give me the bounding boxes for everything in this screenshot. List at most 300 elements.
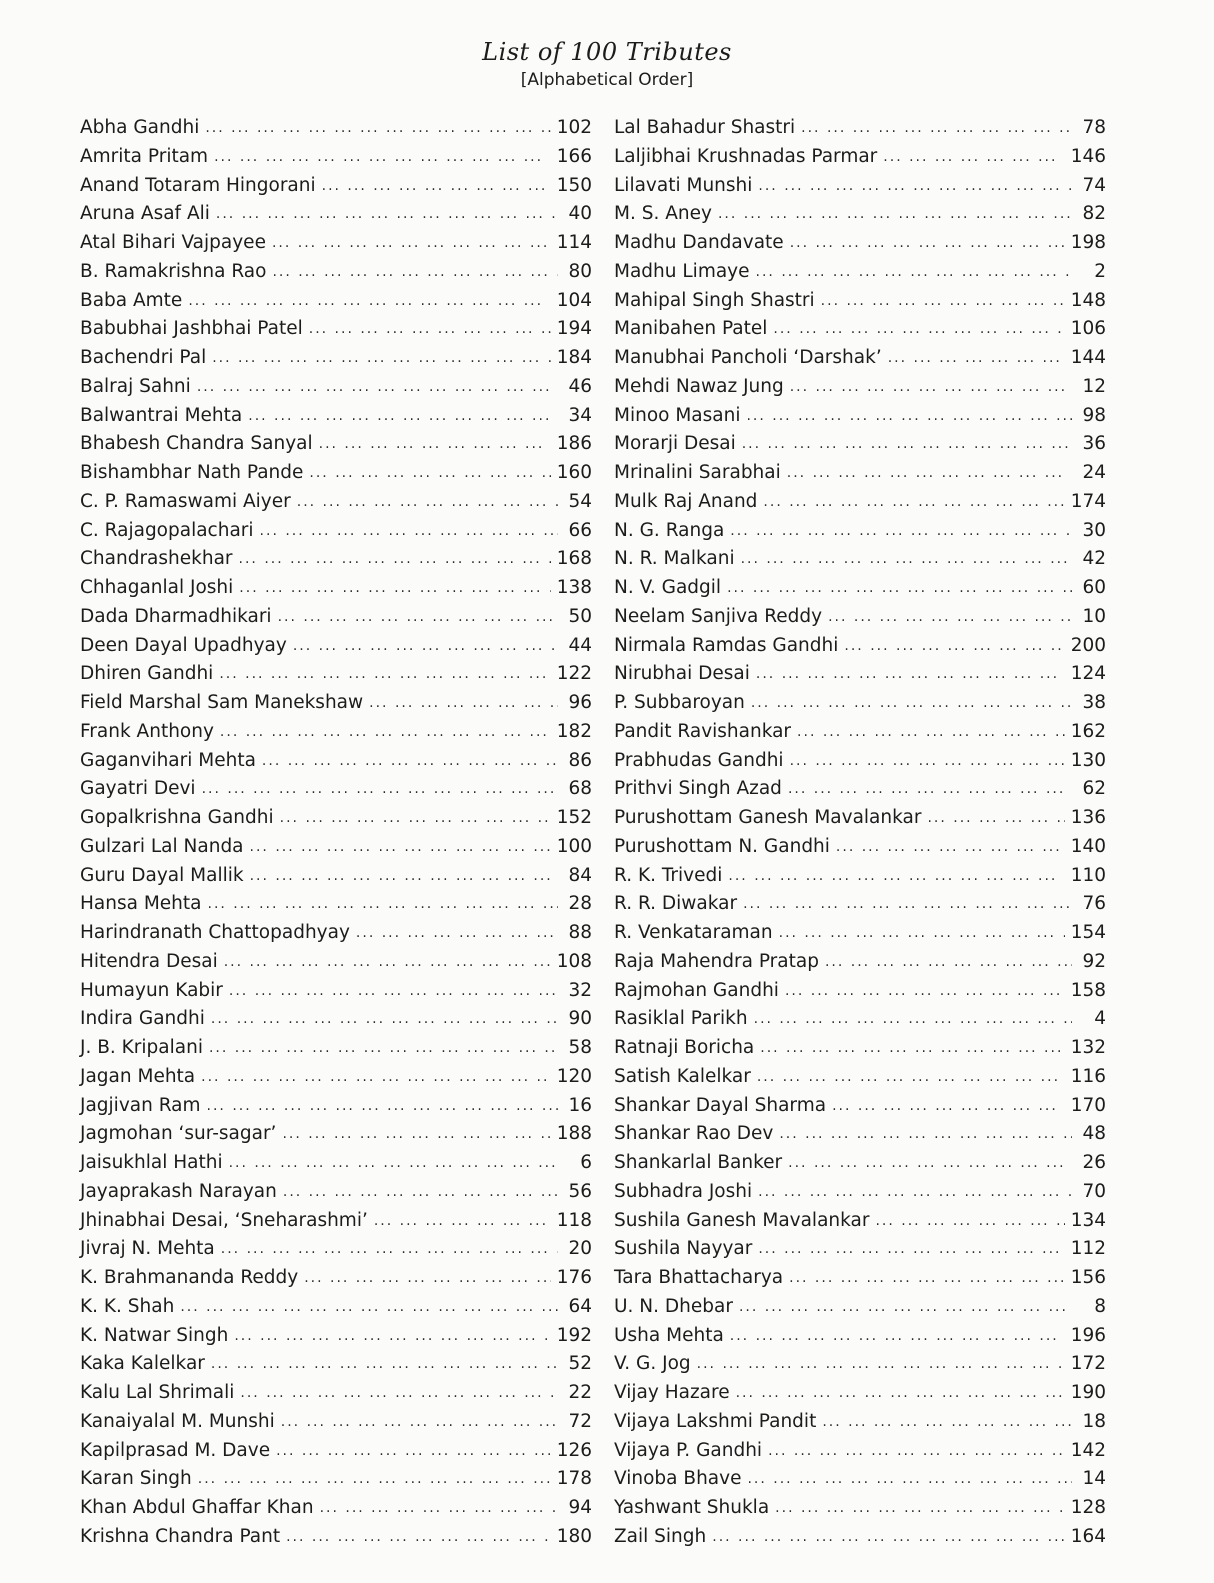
page-subtitle: [Alphabetical Order] <box>520 70 694 90</box>
tribute-name: C. P. Ramaswami Aiyer <box>80 490 291 512</box>
tribute-entry <box>614 344 1106 373</box>
page-number: 42 <box>1082 548 1106 570</box>
page-number: 48 <box>1082 1123 1106 1145</box>
tribute-name: Field Marshal Sam Manekshaw <box>80 692 364 713</box>
tribute-entry <box>614 574 1106 603</box>
tribute-entry <box>80 1063 592 1092</box>
dot-leader <box>822 1408 1072 1437</box>
tribute-entry <box>614 948 1106 977</box>
dot-leader <box>741 545 1072 574</box>
tribute-name: Sushila Ganesh Mavalankar <box>614 1209 870 1231</box>
tribute-name: Jagjivan Ram <box>80 1094 201 1116</box>
tribute-name: Gopalkrishna Gandhi <box>80 807 274 828</box>
tribute-entry <box>614 1350 1106 1379</box>
dot-leader <box>754 1005 1072 1034</box>
page-number: 194 <box>556 318 592 340</box>
tribute-entry <box>614 1293 1106 1322</box>
tribute-entry <box>80 1350 592 1379</box>
page-number: 60 <box>1082 577 1106 598</box>
tribute-entry <box>614 833 1106 862</box>
tribute-entry <box>80 229 592 258</box>
page-number: 176 <box>556 1267 592 1288</box>
page-number: 96 <box>568 692 592 713</box>
dot-leader <box>239 574 550 603</box>
page-number: 40 <box>568 203 592 225</box>
dot-leader <box>272 258 558 287</box>
dot-leader <box>883 143 1064 172</box>
tribute-entry <box>80 545 592 574</box>
page-number: 56 <box>568 1180 592 1202</box>
tribute-name: Hansa Mehta <box>80 893 202 915</box>
dot-leader <box>319 430 551 459</box>
page-number: 110 <box>1070 864 1106 886</box>
dot-leader <box>320 1494 558 1523</box>
tribute-name: R. R. Diwakar <box>614 893 738 915</box>
tribute-name: M. S. Aney <box>614 203 712 225</box>
tribute-name: Anand Totaram Hingorani <box>80 174 316 196</box>
page-number: 80 <box>568 260 592 282</box>
tribute-entry <box>614 1264 1106 1293</box>
dot-leader <box>240 1379 558 1408</box>
tribute-name: K. K. Shah <box>80 1295 175 1317</box>
dot-leader <box>718 200 1072 229</box>
dot-leader <box>747 1465 1072 1494</box>
page-number: 88 <box>568 922 592 943</box>
page-number: 116 <box>1070 1065 1106 1087</box>
tribute-name: Mehdi Nawaz Jung <box>614 375 784 397</box>
tribute-name: Baba Amte <box>80 289 183 311</box>
dot-leader <box>260 517 558 546</box>
tribute-entry <box>614 1465 1106 1494</box>
tribute-name: P. Subbaroyan <box>614 692 745 713</box>
page-number: 58 <box>568 1037 592 1058</box>
tribute-entry <box>614 143 1106 172</box>
tribute-entry <box>614 1235 1106 1264</box>
tribute-entry <box>80 747 592 776</box>
tribute-name: Amrita Pritam <box>80 145 209 167</box>
page-number: 20 <box>568 1238 592 1260</box>
page-number: 158 <box>1070 979 1106 1001</box>
tribute-entry <box>614 1494 1106 1523</box>
tribute-entry <box>80 1149 592 1178</box>
tribute-entry <box>614 517 1106 546</box>
dot-leader <box>219 660 550 689</box>
dot-leader <box>216 200 558 229</box>
tribute-name: Purushottam Ganesh Mavalankar <box>614 807 922 828</box>
left-column <box>80 114 592 1552</box>
tribute-entry <box>614 919 1106 948</box>
tribute-entry <box>614 1322 1106 1351</box>
tribute-entry <box>614 287 1106 316</box>
tribute-name: Chhaganlal Joshi <box>80 577 234 598</box>
tribute-entry <box>614 1120 1106 1149</box>
tribute-name: Sushila Nayyar <box>614 1238 753 1260</box>
tribute-entry <box>614 1408 1106 1437</box>
page-number: 52 <box>568 1353 592 1375</box>
page-number: 124 <box>1070 663 1106 685</box>
dot-leader <box>286 1523 551 1552</box>
dot-leader <box>790 747 1065 776</box>
tribute-entry <box>614 488 1106 517</box>
page-number: 64 <box>568 1295 592 1317</box>
tribute-entry <box>614 632 1106 661</box>
tribute-entry <box>80 517 592 546</box>
tribute-name: Deen Dayal Upadhyay <box>80 634 287 656</box>
dot-leader <box>188 287 550 316</box>
page-number: 196 <box>1070 1324 1106 1346</box>
page-number: 184 <box>556 347 592 368</box>
dot-leader <box>821 287 1065 316</box>
tribute-entry <box>614 660 1106 689</box>
tribute-entry <box>80 1235 592 1264</box>
tribute-name: Dada Dharmadhikari <box>80 605 272 627</box>
tribute-name: Purushottam N. Gandhi <box>614 835 830 857</box>
page-number: 156 <box>1070 1267 1106 1288</box>
page-number: 170 <box>1070 1094 1106 1116</box>
tribute-entry <box>80 402 592 431</box>
page-number: 108 <box>556 950 592 972</box>
page-number: 166 <box>556 145 592 167</box>
dot-leader <box>197 373 558 402</box>
dot-leader <box>212 344 550 373</box>
tribute-name: Shankar Dayal Sharma <box>614 1094 827 1116</box>
tribute-name: U. N. Dhebar <box>614 1295 733 1317</box>
tribute-name: Karan Singh <box>80 1468 192 1490</box>
page-number: 2 <box>1094 260 1106 282</box>
tribute-name: Gaganvihari Mehta <box>80 749 256 771</box>
page-number: 100 <box>556 835 592 857</box>
tribute-entry <box>614 1092 1106 1121</box>
dot-leader <box>756 258 1072 287</box>
dot-leader <box>209 1034 558 1063</box>
dot-leader <box>208 890 559 919</box>
tribute-name: Pandit Ravishankar <box>614 720 792 742</box>
tribute-entry <box>80 1523 592 1552</box>
tribute-entry <box>614 114 1106 143</box>
tribute-name: Indira Gandhi <box>80 1008 205 1030</box>
tribute-entry <box>614 229 1106 258</box>
dot-leader <box>239 545 551 574</box>
tribute-name: Jhinabhai Desai, ‘Sneharashmi’ <box>80 1209 368 1231</box>
tribute-name: Minoo Masani <box>614 404 741 426</box>
tribute-name: Kapilprasad M. Dave <box>80 1439 271 1461</box>
tribute-name: Prabhudas Gandhi <box>614 749 784 771</box>
page-number: 18 <box>1082 1410 1106 1432</box>
tribute-entry <box>614 603 1106 632</box>
dot-leader <box>280 804 551 833</box>
dot-leader <box>788 775 1072 804</box>
dot-leader <box>214 143 551 172</box>
tribute-name: Bachendri Pal <box>80 347 207 368</box>
tribute-name: Rajmohan Gandhi <box>614 979 779 1001</box>
dot-leader <box>758 1235 1064 1264</box>
dot-leader <box>875 1207 1064 1236</box>
tribute-name: Krishna Chandra Pant <box>80 1525 281 1547</box>
page-number: 134 <box>1070 1209 1106 1231</box>
page-number: 118 <box>556 1209 592 1231</box>
page-number: 168 <box>556 548 592 570</box>
tribute-entry <box>80 632 592 661</box>
tribute-name: Hitendra Desai <box>80 950 218 972</box>
tribute-name: Ratnaji Boricha <box>614 1037 755 1058</box>
tribute-name: Jagmohan ‘sur-sagar’ <box>80 1123 277 1145</box>
page-number: 36 <box>1082 433 1106 455</box>
dot-leader <box>746 402 1072 431</box>
tribute-entry <box>80 373 592 402</box>
tribute-entry <box>80 1437 592 1466</box>
dot-leader <box>763 488 1064 517</box>
tribute-name: Tara Bhattacharya <box>614 1267 784 1288</box>
page-number: 72 <box>568 1410 592 1432</box>
dot-leader <box>773 315 1064 344</box>
tribute-name: Raja Mahendra Pratap <box>614 950 819 972</box>
tribute-entry <box>80 862 592 891</box>
tribute-name: Manibahen Patel <box>614 318 768 340</box>
tribute-entry <box>614 775 1106 804</box>
page-number: 186 <box>556 433 592 455</box>
dot-leader <box>758 172 1072 201</box>
tribute-entry <box>80 1408 592 1437</box>
tribute-entry <box>80 919 592 948</box>
page-number: 74 <box>1082 174 1106 196</box>
page-number: 120 <box>556 1065 592 1087</box>
tribute-name: Zail Singh <box>614 1525 707 1547</box>
tribute-name: Atal Bihari Vajpayee <box>80 232 266 253</box>
dot-leader <box>790 229 1065 258</box>
tribute-entry <box>80 1465 592 1494</box>
tribute-name: Lilavati Munshi <box>614 174 753 196</box>
dot-leader <box>736 1379 1065 1408</box>
tribute-name: Shankar Rao Dev <box>614 1123 774 1145</box>
dot-leader <box>211 1350 558 1379</box>
tribute-entry <box>80 344 592 373</box>
tribute-name: Balwantrai Mehta <box>80 404 243 426</box>
tribute-name: Rasiklal Parikh <box>614 1008 748 1030</box>
tribute-entry <box>80 1379 592 1408</box>
page-number: 62 <box>1082 778 1106 800</box>
tribute-entry <box>80 488 592 517</box>
tribute-name: Kanaiyalal M. Munshi <box>80 1410 275 1432</box>
page-number: 16 <box>568 1094 592 1116</box>
page-number: 30 <box>1082 519 1106 541</box>
page-number: 130 <box>1070 749 1106 771</box>
tribute-entry <box>614 1149 1106 1178</box>
dot-leader <box>797 718 1065 747</box>
page-number: 66 <box>568 519 592 541</box>
dot-leader <box>730 1322 1065 1351</box>
tribute-name: Jagan Mehta <box>80 1065 196 1087</box>
page-number: 152 <box>556 807 592 828</box>
dot-leader <box>220 718 551 747</box>
tribute-entry <box>614 862 1106 891</box>
dot-leader <box>743 890 1072 919</box>
dot-leader <box>790 373 1072 402</box>
page-number: 46 <box>568 375 592 397</box>
tribute-name: Gayatri Devi <box>80 778 196 800</box>
dot-leader <box>785 977 1065 1006</box>
page-number: 84 <box>568 864 592 886</box>
tribute-entry <box>80 833 592 862</box>
tribute-name: Madhu Limaye <box>614 260 750 282</box>
tribute-entry <box>80 200 592 229</box>
page-number: 26 <box>1082 1152 1106 1173</box>
tribute-entry <box>614 430 1106 459</box>
tribute-name: Harindranath Chattopadhyay <box>80 922 350 943</box>
page-number: 162 <box>1070 720 1106 742</box>
dot-leader <box>697 1350 1065 1379</box>
dot-leader <box>229 1149 558 1178</box>
tribute-entry <box>614 747 1106 776</box>
tribute-name: Bhabesh Chandra Sanyal <box>80 433 313 455</box>
dot-leader <box>272 229 551 258</box>
tribute-name: Balraj Sahni <box>80 375 191 397</box>
dot-leader <box>180 1293 558 1322</box>
tribute-entry <box>614 1207 1106 1236</box>
tribute-entry <box>80 143 592 172</box>
page-number: 78 <box>1082 117 1106 138</box>
tribute-name: Humayun Kabir <box>80 979 223 1001</box>
page-number: 32 <box>568 979 592 1001</box>
tribute-name: Mrinalini Sarabhai <box>614 462 781 483</box>
tribute-entry <box>80 1494 592 1523</box>
tribute-entry <box>614 890 1106 919</box>
page-number: 82 <box>1082 203 1106 225</box>
dot-leader <box>730 517 1072 546</box>
tribute-entry <box>80 1264 592 1293</box>
page-number: 140 <box>1070 835 1106 857</box>
tribute-entry <box>80 258 592 287</box>
tribute-name: Laljibhai Krushnadas Parmar <box>614 145 878 167</box>
page-number: 8 <box>1094 1295 1106 1317</box>
tribute-name: Kalu Lal Shrimali <box>80 1382 235 1403</box>
dot-leader <box>757 1063 1065 1092</box>
dot-leader <box>751 689 1072 718</box>
dot-leader <box>775 1494 1065 1523</box>
tribute-entry <box>80 315 592 344</box>
tribute-entry <box>614 1005 1106 1034</box>
tribute-name: Jivraj N. Mehta <box>80 1238 215 1260</box>
tribute-name: Babubhai Jashbhai Patel <box>80 318 303 340</box>
dot-leader <box>727 574 1072 603</box>
tribute-entry <box>614 718 1106 747</box>
tribute-name: J. B. Kripalani <box>80 1037 203 1058</box>
dot-leader <box>828 603 1072 632</box>
dot-leader <box>787 459 1072 488</box>
tribute-entry <box>614 258 1106 287</box>
page-number: 54 <box>568 490 592 512</box>
page-number: 112 <box>1070 1238 1106 1260</box>
page-number: 190 <box>1070 1382 1106 1403</box>
dot-leader <box>229 977 558 1006</box>
dot-leader <box>250 833 551 862</box>
tribute-entry <box>80 1005 592 1034</box>
page-number: 38 <box>1082 692 1106 713</box>
page-number: 122 <box>556 663 592 685</box>
tribute-entry <box>80 660 592 689</box>
dot-leader <box>309 315 551 344</box>
page-number: 24 <box>1082 462 1106 483</box>
page-number: 146 <box>1070 145 1106 167</box>
tribute-name: Khan Abdul Ghaffar Khan <box>80 1497 314 1518</box>
tribute-name: Abha Gandhi <box>80 117 200 138</box>
tribute-entry <box>614 200 1106 229</box>
dot-leader <box>888 344 1065 373</box>
page-number: 14 <box>1082 1468 1106 1490</box>
tribute-entry <box>80 890 592 919</box>
dot-leader <box>309 459 550 488</box>
page-number: 114 <box>556 232 592 253</box>
page-number: 132 <box>1070 1037 1106 1058</box>
dot-leader <box>201 1063 551 1092</box>
page-number: 94 <box>568 1497 592 1518</box>
tribute-entry <box>80 689 592 718</box>
dot-leader <box>276 1437 551 1466</box>
tribute-name: Gulzari Lal Nanda <box>80 835 244 857</box>
tribute-name: R. Venkataraman <box>614 922 773 943</box>
page-number: 198 <box>1070 232 1106 253</box>
dot-leader <box>293 632 558 661</box>
tribute-entry <box>614 315 1106 344</box>
tribute-name: Nirubhai Desai <box>614 663 750 685</box>
page-number: 70 <box>1082 1180 1106 1202</box>
page-number: 6 <box>580 1152 592 1173</box>
tribute-entry <box>80 1120 592 1149</box>
tribute-entry <box>614 1063 1106 1092</box>
tribute-entry <box>614 373 1106 402</box>
tribute-name: Aruna Asaf Ali <box>80 203 210 225</box>
tribute-name: Frank Anthony <box>80 720 214 742</box>
page-number: 34 <box>568 404 592 426</box>
dot-leader <box>224 948 551 977</box>
dot-leader <box>768 1437 1065 1466</box>
page-number: 90 <box>568 1008 592 1030</box>
dot-leader <box>281 1408 558 1437</box>
dot-leader <box>198 1465 551 1494</box>
tribute-entry <box>614 1437 1106 1466</box>
dot-leader <box>832 1092 1065 1121</box>
dot-leader <box>825 948 1072 977</box>
page-number: 148 <box>1070 289 1106 311</box>
tribute-entry <box>614 402 1106 431</box>
page-number: 136 <box>1070 807 1106 828</box>
tribute-name: K. Brahmananda Reddy <box>80 1267 299 1288</box>
tribute-entry <box>614 1523 1106 1552</box>
right-column <box>614 114 1106 1552</box>
tribute-entry <box>80 603 592 632</box>
dot-leader <box>844 632 1064 661</box>
tribute-name: Guru Dayal Mallik <box>80 864 244 886</box>
tribute-name: Vijaya Lakshmi Pandit <box>614 1410 817 1432</box>
page-number: 44 <box>568 634 592 656</box>
tribute-entry <box>80 948 592 977</box>
dot-leader <box>205 114 550 143</box>
dot-leader <box>234 1322 550 1351</box>
dot-leader <box>207 1092 558 1121</box>
page-number: 98 <box>1082 404 1106 426</box>
tribute-entry <box>614 459 1106 488</box>
page-number: 138 <box>556 577 592 598</box>
dot-leader <box>211 1005 558 1034</box>
dot-leader <box>801 114 1072 143</box>
dot-leader <box>739 1293 1072 1322</box>
tribute-name: Jayaprakash Narayan <box>80 1180 277 1202</box>
dot-leader <box>756 660 1065 689</box>
tribute-entry <box>80 1322 592 1351</box>
page-number: 180 <box>556 1525 592 1547</box>
tribute-entry <box>614 804 1106 833</box>
tribute-entry <box>80 977 592 1006</box>
page-number: 92 <box>1082 950 1106 972</box>
